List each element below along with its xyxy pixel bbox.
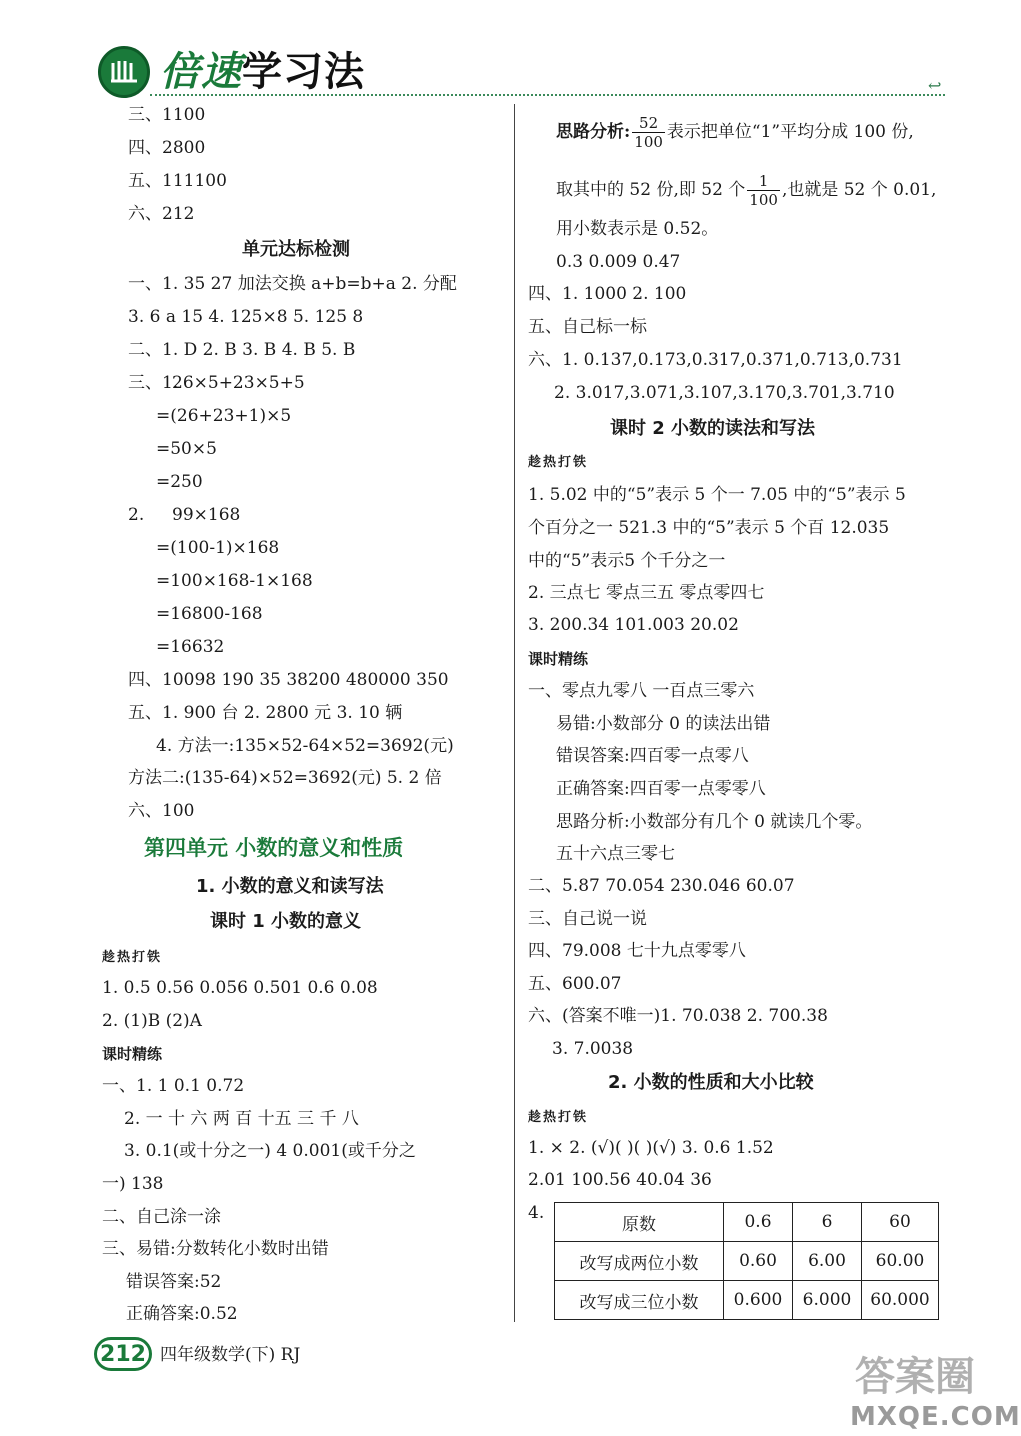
table-cell: 0.6 bbox=[724, 1203, 793, 1242]
answer-line: =16800-168 bbox=[156, 604, 263, 624]
table-cell: 改写成两位小数 bbox=[555, 1242, 724, 1281]
answer-line: 三、自己说一说 bbox=[528, 909, 647, 929]
section-title: 单元达标检测 bbox=[242, 239, 350, 260]
table-cell: 60.00 bbox=[862, 1242, 939, 1281]
section-title: 2. 小数的性质和大小比较 bbox=[608, 1072, 814, 1093]
answer-line: 3. 7.0038 bbox=[552, 1039, 634, 1059]
decimal-rewrite-table bbox=[554, 1202, 939, 1320]
answer-line: 2. bbox=[128, 505, 145, 525]
answer-line: 五、1. 900 台 2. 2800 元 3. 10 辆 bbox=[128, 703, 403, 723]
answer-line: 4. bbox=[528, 1203, 545, 1223]
answer-line: =(26+23+1)×5 bbox=[156, 406, 292, 426]
answer-line: 2. (1)B (2)A bbox=[102, 1011, 202, 1031]
table-cell: 60 bbox=[862, 1203, 939, 1242]
lesson-title: 课时 1 小数的意义 bbox=[210, 911, 362, 932]
answer-line: 三、易错:分数转化小数时出错 bbox=[102, 1239, 329, 1259]
answer-line: 用小数表示是 0.52。 bbox=[556, 219, 719, 239]
answer-line: 一、零点九零八 一百点三零六 bbox=[528, 681, 755, 701]
answer-line: 取其中的 52 份,即 52 个 $\frac{1}{100}$ ,也就是 52 个 0.01, bbox=[556, 172, 937, 209]
answer-line: 26×5+23×5+5 bbox=[172, 373, 305, 393]
answer-line: 2.01 100.56 40.04 36 bbox=[528, 1170, 712, 1190]
answer-line: 三、1100 bbox=[128, 105, 206, 125]
answer-line: =16632 bbox=[156, 637, 225, 657]
answer-line: 五、111100 bbox=[128, 171, 227, 191]
answer-line: 四、1. 1000 2. 100 bbox=[528, 284, 687, 304]
answer-line: 四、79.008 七十九点零零八 bbox=[528, 941, 746, 961]
answer-line: 六、100 bbox=[128, 801, 195, 821]
table-cell: 6.000 bbox=[793, 1281, 862, 1320]
subsection-label: 趁热打铁 bbox=[528, 455, 589, 470]
answer-line: 二、1. D 2. B 3. B 4. B 5. B bbox=[128, 340, 356, 360]
header-divider bbox=[150, 94, 945, 96]
answer-line: 2. 一 十 六 两 百 十五 三 千 八 bbox=[124, 1109, 359, 1129]
answer-line: 六、1. 0.137,0.173,0.317,0.371,0.713,0.731 bbox=[528, 350, 903, 370]
answer-line: 二、自己涂一涂 bbox=[102, 1207, 221, 1227]
answer-line: 99×168 bbox=[172, 505, 241, 525]
answer-line: 正确答案:四百零一点零零八 bbox=[556, 779, 766, 799]
section-title: 1. 小数的意义和读写法 bbox=[196, 876, 384, 897]
answer-line: 五、600.07 bbox=[528, 974, 622, 994]
answer-line: 1. 5.02 中的“5”表示 5 个一 7.05 中的“5”表示 5 bbox=[528, 485, 906, 505]
table-cell: 0.600 bbox=[724, 1281, 793, 1320]
subsection-label: 课时精练 bbox=[102, 1045, 163, 1063]
answer-line: 中的“5”表示5 个千分之一 bbox=[528, 551, 726, 571]
answer-line: 思路分析:小数部分有几个 0 就读几个零。 bbox=[556, 812, 873, 832]
lesson-title: 课时 2 小数的读法和写法 bbox=[610, 418, 816, 439]
answer-line: 正确答案:0.52 bbox=[126, 1304, 238, 1324]
table-cell: 6.00 bbox=[793, 1242, 862, 1281]
answer-line: 错误答案:四百零一点零八 bbox=[556, 746, 749, 766]
answer-line: 三、1. bbox=[128, 373, 179, 393]
table-row bbox=[555, 1281, 939, 1320]
answer-line: =(100-1)×168 bbox=[156, 538, 280, 558]
subsection-label: 趁热打铁 bbox=[102, 950, 163, 965]
book-title: 四年级数学(下) RJ bbox=[160, 1345, 301, 1365]
unit-title: 第四单元 小数的意义和性质 bbox=[144, 836, 404, 860]
answer-line: 错误答案:52 bbox=[126, 1272, 222, 1292]
subsection-label: 趁热打铁 bbox=[528, 1110, 589, 1125]
answer-line: 易错:小数部分 0 的读法出错 bbox=[556, 714, 771, 734]
watermark-logo: 答案圈 bbox=[855, 1354, 975, 1400]
table-cell: 0.60 bbox=[724, 1242, 793, 1281]
answer-line: 一、1. 1 0.1 0.72 bbox=[102, 1076, 245, 1096]
subsection-label: 课时精练 bbox=[528, 650, 589, 668]
answer-line: 思路分析: $\frac{52}{100}$ 表示把单位“1”平均分成 100 份, bbox=[556, 114, 914, 151]
table-cell: 60.000 bbox=[862, 1281, 939, 1320]
answer-line: =100×168-1×168 bbox=[156, 571, 313, 591]
column-divider bbox=[514, 104, 515, 1322]
answer-line: =250 bbox=[156, 472, 203, 492]
answer-line: 四、10098 190 35 38200 480000 350 bbox=[128, 670, 449, 690]
answer-line: 一、1. 35 27 加法交换 a+b=b+a 2. 分配 bbox=[128, 274, 457, 294]
table-row bbox=[555, 1242, 939, 1281]
brand-title: 倍速学习法 bbox=[160, 49, 365, 95]
table-row bbox=[555, 1203, 939, 1242]
answer-line: 一) 138 bbox=[102, 1174, 164, 1194]
fraction: $\frac{52}{100}$ bbox=[634, 114, 663, 151]
answer-line: 3. 200.34 101.003 20.02 bbox=[528, 615, 739, 635]
answer-line: 五、自己标一标 bbox=[528, 317, 647, 337]
answer-line: 1. × 2. (√)( )( )(√) 3. 0.6 1.52 bbox=[528, 1138, 774, 1158]
answer-line: 2. 三点七 零点三五 零点零四七 bbox=[528, 583, 765, 603]
watermark-site: MXQE.COM bbox=[850, 1402, 1021, 1432]
book-logo-icon bbox=[98, 46, 150, 98]
answer-line: 0.3 0.009 0.47 bbox=[556, 252, 681, 272]
answer-line: =50×5 bbox=[156, 439, 217, 459]
answer-line: 四、2800 bbox=[128, 138, 206, 158]
table-cell: 原数 bbox=[555, 1203, 724, 1242]
page-number-badge: 212 bbox=[94, 1337, 152, 1371]
fraction: $\frac{1}{100}$ bbox=[749, 172, 778, 209]
answer-line: 3. 6 a 15 4. 125×8 5. 125 8 bbox=[128, 307, 364, 327]
answer-line: 二、5.87 70.054 230.046 60.07 bbox=[528, 876, 795, 896]
answer-line: 六、(答案不唯一)1. 70.038 2. 700.38 bbox=[528, 1006, 828, 1026]
table-cell: 6 bbox=[793, 1203, 862, 1242]
answer-line: 五十六点三零七 bbox=[556, 844, 675, 864]
curl-arrow-icon: ↩ bbox=[928, 76, 942, 95]
answer-line: 1. 0.5 0.56 0.056 0.501 0.6 0.08 bbox=[102, 978, 378, 998]
table-cell: 改写成三位小数 bbox=[555, 1281, 724, 1320]
answer-line: 个百分之一 521.3 中的“5”表示 5 个百 12.035 bbox=[528, 518, 890, 538]
answer-line: 六、212 bbox=[128, 204, 195, 224]
answer-line: 2. 3.017,3.071,3.107,3.170,3.701,3.710 bbox=[554, 383, 895, 403]
page-header bbox=[0, 0, 1000, 100]
answer-line: 3. 0.1(或十分之一) 4 0.001(或千分之 bbox=[124, 1141, 416, 1161]
answer-line: 方法二:(135-64)×52=3692(元) 5. 2 倍 bbox=[128, 768, 442, 788]
answer-line: 4. 方法一:135×52-64×52=3692(元) bbox=[156, 736, 454, 756]
